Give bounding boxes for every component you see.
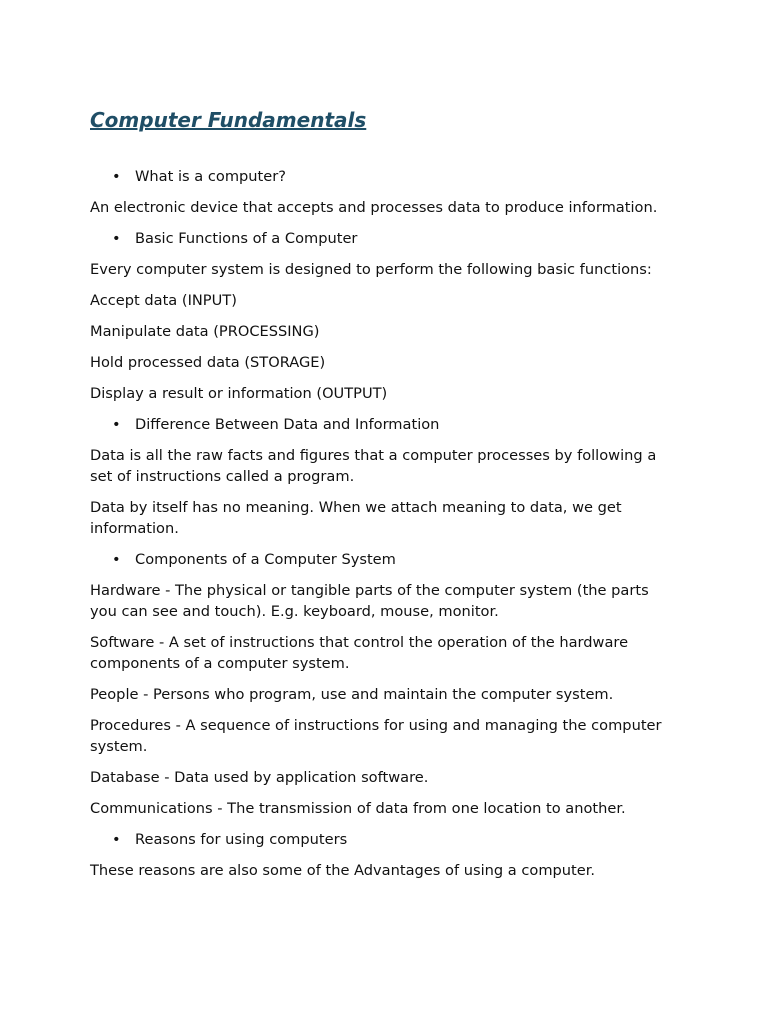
paragraph: Hardware - The physical or tangible parts of the computer system (the parts you can see and touch). E.g. keyboard, mouse, monitor. (90, 582, 649, 620)
bullet-heading (90, 228, 678, 249)
bullet-text: Difference Between Data and Information (135, 416, 440, 433)
document-title: Computer Fundamentals (90, 108, 367, 132)
bullet-text: Components of a Computer System (135, 551, 396, 568)
paragraph: Communications - The transmission of data from one location to another. (90, 800, 626, 817)
bullet-icon: • (112, 416, 121, 433)
paragraph: Manipulate data (PROCESSING) (90, 323, 320, 340)
paragraph: Hold processed data (STORAGE) (90, 354, 326, 371)
paragraph: Accept data (INPUT) (90, 292, 237, 309)
paragraph: Procedures - A sequence of instructions for using and managing the computer system. (90, 717, 662, 755)
paragraph: These reasons are also some of the Advantages of using a computer. (90, 862, 596, 879)
bullet-icon: • (112, 168, 121, 185)
bullet-text: What is a computer? (135, 168, 286, 185)
paragraph: Display a result or information (OUTPUT) (90, 385, 388, 402)
bullet-icon: • (112, 831, 121, 848)
bullet-icon: • (112, 551, 121, 568)
paragraph: Data by itself has no meaning. When we attach meaning to data, we get information. (90, 499, 622, 537)
paragraph: An electronic device that accepts and processes data to produce information. (90, 199, 658, 216)
bullet-heading (90, 829, 678, 850)
document-body (90, 166, 678, 881)
bullet-text: Reasons for using computers (135, 831, 348, 848)
paragraph: Software - A set of instructions that control the operation of the hardware components of a computer system. (90, 634, 629, 672)
paragraph: Data is all the raw facts and figures that a computer processes by following a set of instructions called a program. (90, 447, 657, 485)
bullet-heading (90, 166, 678, 187)
bullet-text: Basic Functions of a Computer (135, 230, 358, 247)
bullet-icon: • (112, 230, 121, 247)
bullet-heading (90, 414, 678, 435)
paragraph: Database - Data used by application software. (90, 769, 429, 786)
paragraph: People - Persons who program, use and maintain the computer system. (90, 686, 614, 703)
bullet-heading (90, 549, 678, 570)
paragraph: Every computer system is designed to perform the following basic functions: (90, 261, 652, 278)
